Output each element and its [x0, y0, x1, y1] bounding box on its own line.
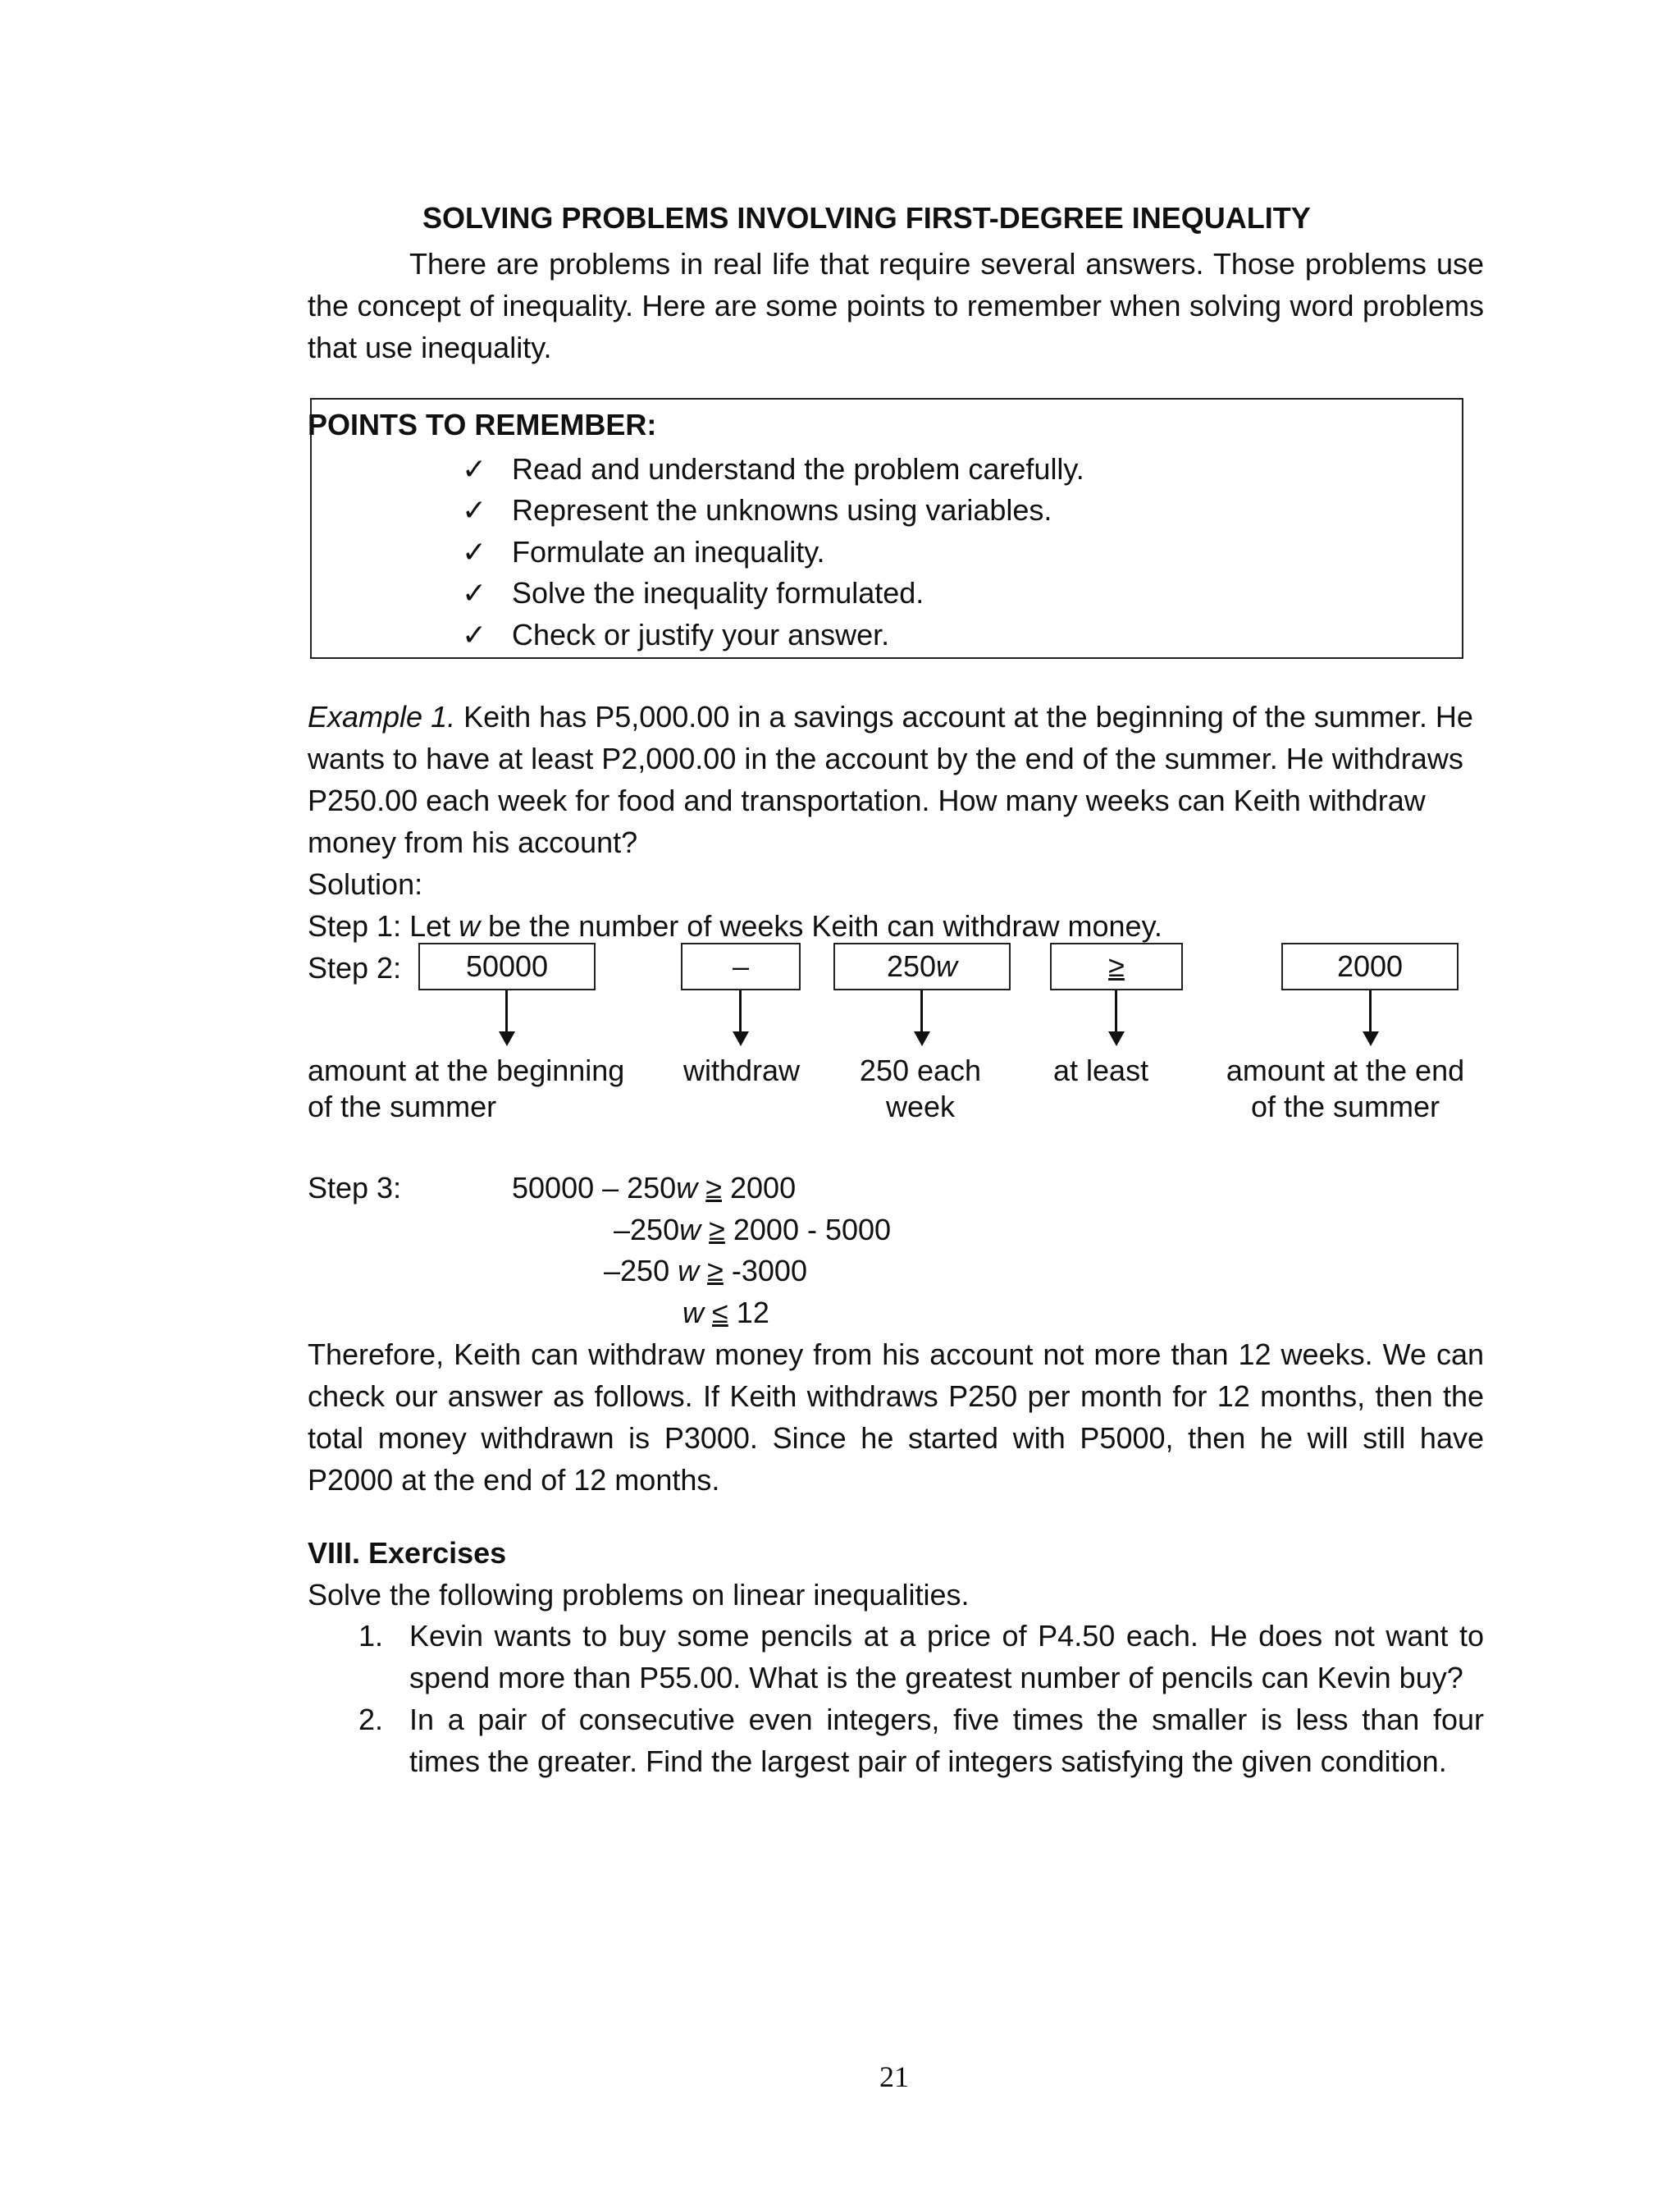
exercise-item: 1. Kevin wants to buy some pencils at a price of P4.50 each. He does not want to spend more than P55.00. What is the greatest number of pencils can Kevin buy?	[358, 1619, 1484, 1694]
checklist-item: ✓ Formulate an inequality.	[462, 531, 825, 573]
conclusion-paragraph: Therefore, Keith can withdraw money from his account not more than 12 weeks. We can check our answer as follows. If Keith withdraws P250 per month for 12 months, then the total money withdrawn is P3000. Since he started with P5000, then he will still have P2000 at the end of 12 months.	[308, 1337, 1484, 1497]
example-paragraph: Example 1. Keith has P5,000.00 in a savings account at the beginning of the summer. He wants to have at least P2,000.00 in the account by the end of the summer. He withdraws P250.00 each week for food and transportation. How many weeks can Keith withdraw money from his account?	[308, 700, 1473, 859]
check-icon: ✓	[462, 452, 487, 486]
step2-label-250-each-week: 250 each week	[859, 1054, 982, 1123]
solution-label: Solution:	[308, 867, 423, 901]
step2-box-250w: 250w	[833, 943, 1011, 990]
step3-line: –250w ≥ 2000 - 5000	[614, 1213, 892, 1246]
check-icon: ✓	[462, 576, 487, 610]
checklist-item: ✓ Read and understand the problem carefully.	[462, 448, 1084, 490]
arrow-down-icon	[505, 990, 508, 1033]
arrow-down-icon	[499, 1031, 515, 1046]
step2-label-initial: amount at the beginning of the summer	[308, 1054, 625, 1123]
exercises-heading: VIII. Exercises	[308, 1536, 507, 1570]
arrow-down-icon	[920, 990, 923, 1033]
step2-box-minus: –	[681, 943, 801, 990]
arrow-down-icon	[1363, 1031, 1379, 1046]
page-title: SOLVING PROBLEMS INVOLVING FIRST-DEGREE INEQUALITY	[422, 201, 1311, 235]
step3-line: w ≤ 12	[682, 1296, 769, 1329]
step2-box-inequality: ≥	[1050, 943, 1183, 990]
arrow-down-icon	[733, 1031, 749, 1046]
arrow-down-icon	[1108, 1031, 1125, 1046]
step3-label: Step 3:	[308, 1171, 402, 1205]
exercises-instruction: Solve the following problems on linear inequalities.	[308, 1578, 970, 1612]
checklist-item: ✓ Check or justify your answer.	[462, 614, 889, 656]
arrow-down-icon	[1115, 990, 1117, 1033]
example-label: Example 1.	[308, 700, 456, 734]
step2-box-initial: 50000	[418, 943, 596, 990]
check-icon: ✓	[462, 618, 487, 652]
exercise-item: 2. In a pair of consecutive even integers, five times the smaller is less than four times the greater. Find the largest pair of integers satisfying the given condition.	[358, 1703, 1484, 1778]
step2-box-final: 2000	[1281, 943, 1459, 990]
arrow-down-icon	[914, 1031, 930, 1046]
check-icon: ✓	[462, 535, 487, 569]
arrow-down-icon	[739, 990, 742, 1033]
step2-label: Step 2:	[308, 951, 402, 985]
exercise-list	[308, 1615, 1484, 1782]
checklist-item: ✓ Solve the inequality formulated.	[462, 572, 924, 614]
points-title: POINTS TO REMEMBER:	[308, 408, 657, 441]
step2-label-at-least: at least	[1053, 1054, 1149, 1087]
step3-line: –250 w ≥ -3000	[604, 1254, 807, 1287]
arrow-down-icon	[1369, 990, 1372, 1033]
step1-line: Step 1: Let w be the number of weeks Keith can withdraw money.	[308, 909, 1162, 943]
step2-label-withdraw: withdraw	[683, 1054, 801, 1087]
check-icon: ✓	[462, 493, 487, 527]
page-number: 21	[879, 2060, 909, 2093]
step2-label-final: amount at the end of the summer	[1226, 1054, 1465, 1123]
checklist-item: ✓ Represent the unknowns using variables.	[462, 489, 1052, 531]
intro-paragraph: There are problems in real life that require several answers. Those problems use the concept of inequality. Here are some points to remember when solving word problems that use inequality.	[308, 247, 1484, 364]
step3-line: 50000 – 250w ≥ 2000	[512, 1171, 797, 1205]
